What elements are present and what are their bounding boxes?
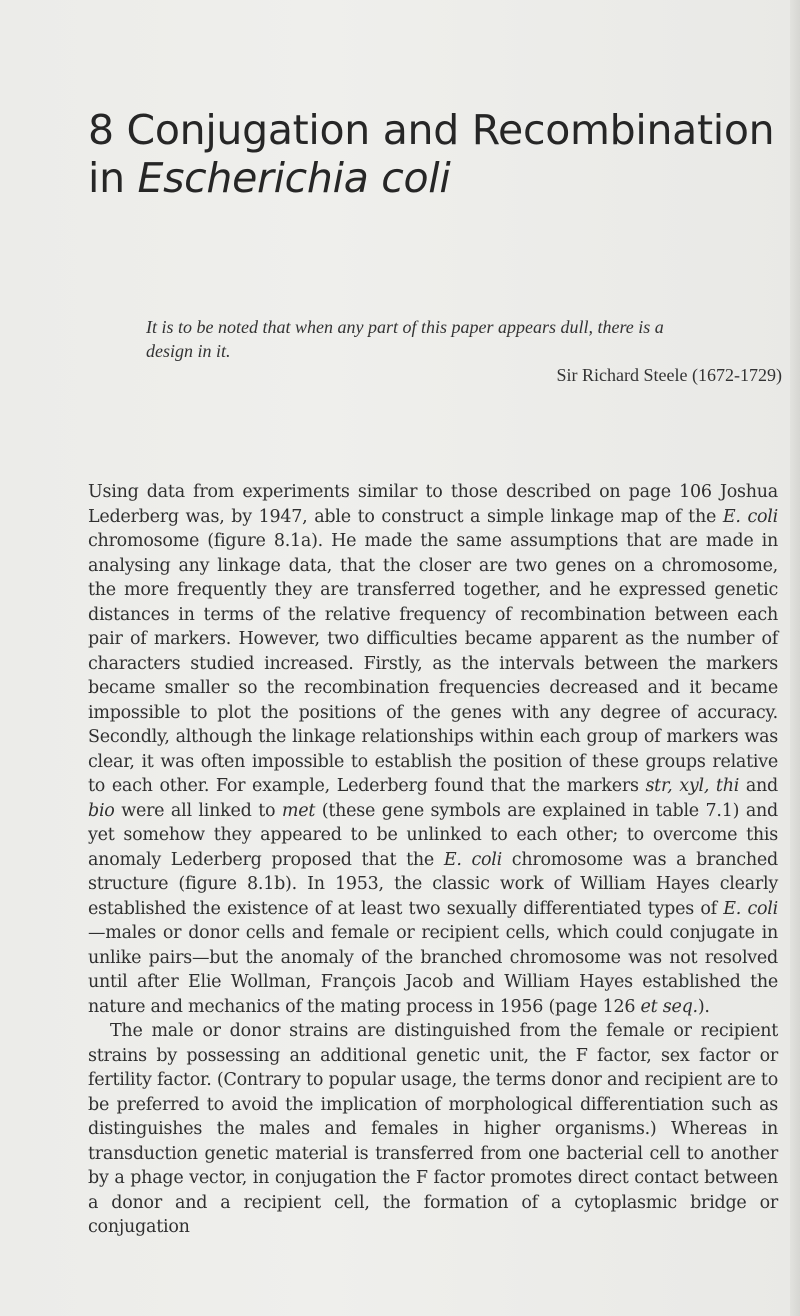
chapter-title-line2-plain: in bbox=[88, 154, 138, 202]
body-text bbox=[88, 480, 778, 1240]
p1-text-1: Using data from experiments similar to those described on page 106 Joshua Lederberg was, by 1947, able to construct a simple linkage map of the bbox=[88, 482, 778, 527]
p1-italic-7: et seq. bbox=[640, 996, 698, 1017]
p1-text-4: were all linked to bbox=[114, 800, 282, 821]
page-edge-shadow bbox=[790, 0, 800, 1316]
chapter-title bbox=[88, 106, 778, 202]
paragraph-2: The male or donor strains are distinguished from the female or recipient strains by possessing an additional genetic unit, the F factor, sex factor or fertility factor. (Contrary to popular usage, the terms donor and recipient are to be preferred to avoid the implication of morphological differentiation such as distinguishes the males and females in higher organisms.) Whereas in transduction genetic material is transferred from one bacterial cell to another by a phage vector, in conjugation the F factor promotes direct contact between a donor and a recipient cell, the formation of a cytoplasmic bridge or conjugation bbox=[88, 1021, 778, 1237]
epigraph-attribution: Sir Richard Steele (1672-1729) bbox=[556, 365, 782, 385]
p1-text-6: chromosome was a branched structure (figure 8.1b). In 1953, the classic work of William Hayes clearly established the existence of at least two sexually differentiated types of bbox=[88, 849, 778, 919]
p1-italic-2: str, xyl, thi bbox=[645, 776, 740, 796]
p1-italic-4: met bbox=[281, 800, 316, 821]
p1-text-8: ). bbox=[697, 996, 710, 1017]
p1-italic-1: E. coli bbox=[722, 506, 778, 527]
p1-italic-5: E. coli bbox=[443, 849, 502, 870]
chapter-title-line1: Conjugation and Recombination bbox=[126, 106, 775, 154]
p1-text-2: chromosome (figure 8.1a). He made the same assumptions that are made in analysing any linkage data, that the closer are two genes on a chromosome, the more frequently they are transferred together, and he expressed genetic distances in terms of the relative frequency of recombination between each pair of markers. However, two difficulties became apparent as the number of characters studied increased. Firstly, as the intervals between the markers became smaller so the recombination frequencies decreased and it became impossible to plot the positions of the genes with any degree of accuracy. Secondly, although the linkage relationships within each group of markers was clear, it was often impossible to establish the position of these groups relative to each other. For example, Lederberg found that the markers bbox=[88, 531, 778, 796]
paragraph-1 bbox=[88, 480, 778, 1019]
p1-text-7: —males or donor cells and female or recipient cells, which could conjugate in unlike pairs—but the anomaly of the branched chromosome was not resolved until after Elie Wollman, François Jacob and William Hayes established the nature and mechanics of the mating process in 1956 (page 126 bbox=[88, 923, 778, 1017]
p1-italic-3: bio bbox=[88, 800, 115, 821]
chapter-title-line2-italic: Escherichia coli bbox=[137, 154, 451, 202]
chapter-number: 8 bbox=[88, 106, 114, 154]
p1-italic-6: E. coli bbox=[723, 898, 778, 919]
p1-text-3: and bbox=[739, 776, 778, 796]
epigraph-quote: It is to be noted that when any part of this paper appears dull, there is a design in it. bbox=[146, 317, 664, 361]
p1-text-5: (these gene symbols are explained in table 7.1) and yet somehow they appeared to be unlinked to each other; to overcome this anomaly Lederberg proposed that the bbox=[88, 800, 778, 870]
